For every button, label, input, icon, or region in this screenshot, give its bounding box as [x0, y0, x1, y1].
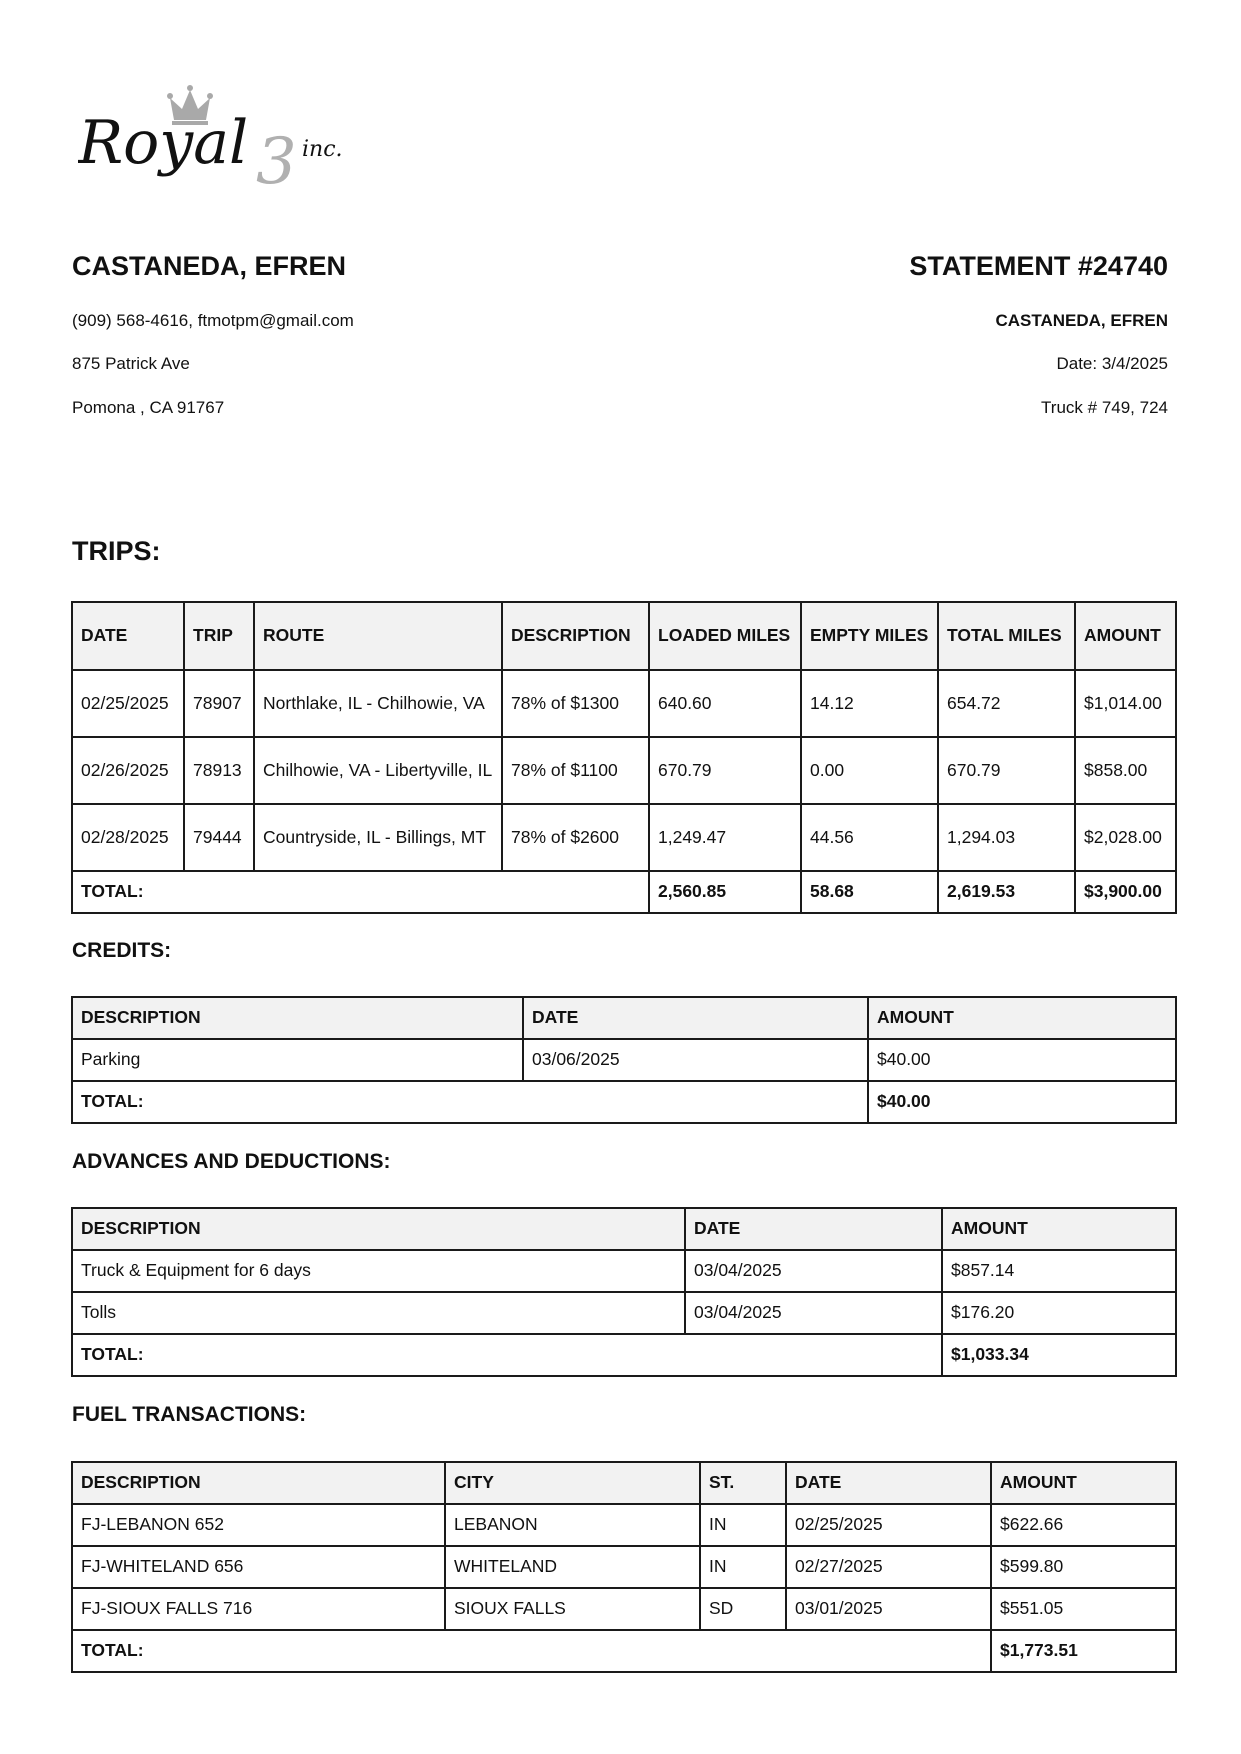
total-empty-miles: 58.68	[801, 871, 938, 913]
trip-description: 78% of $2600	[502, 804, 649, 871]
statement-truck: Truck # 749, 724	[1041, 398, 1168, 417]
advance-description: Truck & Equipment for 6 days	[72, 1250, 685, 1292]
fuel-description: FJ-WHITELAND 656	[72, 1546, 445, 1588]
total-total-miles: 2,619.53	[938, 871, 1075, 913]
advance-date: 03/04/2025	[685, 1292, 942, 1334]
trip-loaded-miles: 1,249.47	[649, 804, 801, 871]
column-header-route: ROUTE	[254, 602, 502, 670]
trip-description: 78% of $1100	[502, 737, 649, 804]
column-header-loaded-miles: LOADED MILES	[649, 602, 801, 670]
advance-amount: $176.20	[942, 1292, 1176, 1334]
statement-driver-name: CASTANEDA, EFREN	[995, 311, 1168, 330]
table-header-row	[72, 1208, 1176, 1250]
trip-route: Chilhowie, VA - Libertyville, IL	[254, 737, 502, 804]
trip-amount: $2,028.00	[1075, 804, 1176, 871]
table-row	[72, 1588, 1176, 1630]
trip-total-miles: 670.79	[938, 737, 1075, 804]
trip-amount: $858.00	[1075, 737, 1176, 804]
column-header-city: CITY	[445, 1462, 700, 1504]
trip-amount: $1,014.00	[1075, 670, 1176, 737]
fuel-title: FUEL TRANSACTIONS:	[72, 1403, 307, 1426]
trips-table	[71, 601, 1177, 914]
column-header-state: ST.	[700, 1462, 786, 1504]
statement-date: Date: 3/4/2025	[1056, 354, 1168, 373]
fuel-state: SD	[700, 1588, 786, 1630]
column-header-total-miles: TOTAL MILES	[938, 602, 1075, 670]
advances-table	[71, 1207, 1177, 1377]
statement-title: STATEMENT #24740	[909, 251, 1168, 281]
trip-empty-miles: 14.12	[801, 670, 938, 737]
logo-script: Royal	[78, 108, 249, 178]
total-spacer	[502, 871, 649, 913]
column-header-description: DESCRIPTION	[72, 1462, 445, 1504]
trips-title: TRIPS:	[72, 536, 161, 566]
total-label: TOTAL:	[72, 871, 502, 913]
column-header-date: DATE	[685, 1208, 942, 1250]
table-row	[72, 1546, 1176, 1588]
credit-description: Parking	[72, 1039, 523, 1081]
table-row	[72, 1504, 1176, 1546]
fuel-amount: $622.66	[991, 1504, 1176, 1546]
fuel-city: WHITELAND	[445, 1546, 700, 1588]
trip-total-miles: 1,294.03	[938, 804, 1075, 871]
logo-suffix: inc.	[302, 137, 343, 162]
total-amount: $40.00	[868, 1081, 1176, 1123]
trip-number: 79444	[184, 804, 254, 871]
trip-loaded-miles: 670.79	[649, 737, 801, 804]
table-row	[72, 804, 1176, 871]
advance-description: Tolls	[72, 1292, 685, 1334]
table-row	[72, 1250, 1176, 1292]
table-header-row	[72, 602, 1176, 670]
fuel-state: IN	[700, 1546, 786, 1588]
total-row	[72, 1334, 1176, 1376]
driver-contact: (909) 568-4616, ftmotpm@gmail.com	[72, 311, 354, 330]
column-header-description: DESCRIPTION	[72, 1208, 685, 1250]
credits-title: CREDITS:	[72, 939, 172, 962]
fuel-table	[71, 1461, 1177, 1673]
total-row	[72, 1630, 1176, 1672]
trip-description: 78% of $1300	[502, 670, 649, 737]
table-header-row	[72, 1462, 1176, 1504]
trip-route: Countryside, IL - Billings, MT	[254, 804, 502, 871]
fuel-date: 03/01/2025	[786, 1588, 991, 1630]
fuel-description: FJ-SIOUX FALLS 716	[72, 1588, 445, 1630]
credit-amount: $40.00	[868, 1039, 1176, 1081]
company-logo	[78, 78, 388, 193]
credit-date: 03/06/2025	[523, 1039, 868, 1081]
column-header-empty-miles: EMPTY MILES	[801, 602, 938, 670]
column-header-description: DESCRIPTION	[72, 997, 523, 1039]
advance-amount: $857.14	[942, 1250, 1176, 1292]
table-row	[72, 670, 1176, 737]
column-header-amount: AMOUNT	[991, 1462, 1176, 1504]
driver-address-line1: 875 Patrick Ave	[72, 354, 190, 373]
logo-numeral: 3	[256, 125, 297, 193]
table-header-row	[72, 997, 1176, 1039]
trip-empty-miles: 44.56	[801, 804, 938, 871]
column-header-amount: AMOUNT	[1075, 602, 1176, 670]
trip-loaded-miles: 640.60	[649, 670, 801, 737]
total-amount: $1,773.51	[991, 1630, 1176, 1672]
fuel-amount: $599.80	[991, 1546, 1176, 1588]
trip-date: 02/25/2025	[72, 670, 184, 737]
column-header-amount: AMOUNT	[942, 1208, 1176, 1250]
trip-total-miles: 654.72	[938, 670, 1075, 737]
trip-number: 78907	[184, 670, 254, 737]
column-header-description: DESCRIPTION	[502, 602, 649, 670]
total-label: TOTAL:	[72, 1334, 942, 1376]
fuel-state: IN	[700, 1504, 786, 1546]
fuel-city: LEBANON	[445, 1504, 700, 1546]
credits-table	[71, 996, 1177, 1124]
column-header-date: DATE	[72, 602, 184, 670]
trip-date: 02/26/2025	[72, 737, 184, 804]
trip-number: 78913	[184, 737, 254, 804]
driver-address-line2: Pomona , CA 91767	[72, 398, 225, 417]
column-header-date: DATE	[523, 997, 868, 1039]
advance-date: 03/04/2025	[685, 1250, 942, 1292]
table-row	[72, 1039, 1176, 1081]
driver-name: CASTANEDA, EFREN	[72, 251, 347, 281]
fuel-amount: $551.05	[991, 1588, 1176, 1630]
trip-date: 02/28/2025	[72, 804, 184, 871]
column-header-trip: TRIP	[184, 602, 254, 670]
trip-route: Northlake, IL - Chilhowie, VA	[254, 670, 502, 737]
total-row	[72, 871, 1176, 913]
total-loaded-miles: 2,560.85	[649, 871, 801, 913]
table-row	[72, 1292, 1176, 1334]
fuel-date: 02/25/2025	[786, 1504, 991, 1546]
fuel-date: 02/27/2025	[786, 1546, 991, 1588]
table-row	[72, 737, 1176, 804]
total-amount: $1,033.34	[942, 1334, 1176, 1376]
total-label: TOTAL:	[72, 1081, 868, 1123]
fuel-city: SIOUX FALLS	[445, 1588, 700, 1630]
total-amount: $3,900.00	[1075, 871, 1176, 913]
trip-empty-miles: 0.00	[801, 737, 938, 804]
total-label: TOTAL:	[72, 1630, 991, 1672]
total-row	[72, 1081, 1176, 1123]
column-header-amount: AMOUNT	[868, 997, 1176, 1039]
advances-title: ADVANCES AND DEDUCTIONS:	[72, 1150, 391, 1173]
column-header-date: DATE	[786, 1462, 991, 1504]
fuel-description: FJ-LEBANON 652	[72, 1504, 445, 1546]
